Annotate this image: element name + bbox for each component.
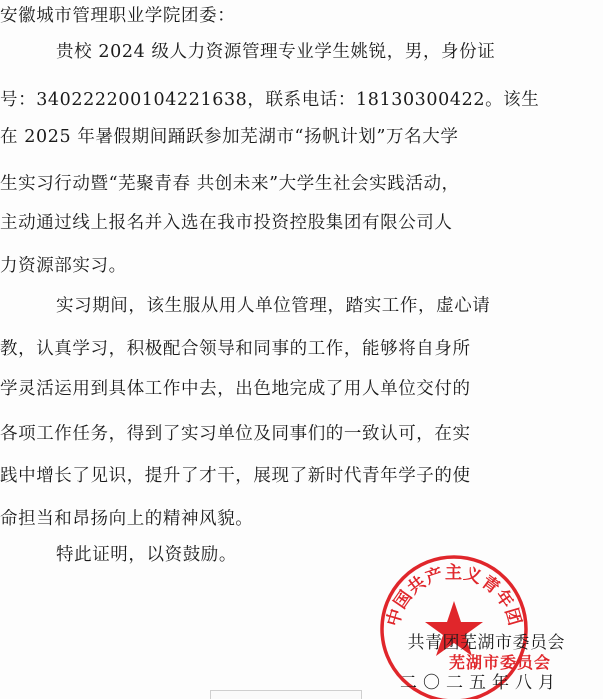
- paragraph-2-line-2: 教，认真学习，积极配合领导和同事的工作，能够将自身所: [0, 339, 471, 359]
- paragraph-2-line-3: 学灵活运用到具体工作中去，出色地完成了用人单位交付的: [0, 379, 471, 399]
- paragraph-1-line-4: 生实习行动暨“芜聚青春 共创未来”大学生社会实践活动，: [0, 174, 460, 194]
- signature-organization: 共青团芜湖市委员会: [407, 633, 565, 653]
- paragraph-3-line-1: 特此证明，以资鼓励。: [56, 545, 237, 565]
- signature-date: 二〇二五年八月: [400, 673, 561, 693]
- paragraph-1-line-6: 力资源部实习。: [0, 256, 127, 276]
- paragraph-1-line-3: 在 2025 年暑假期间踊跃参加芜湖市“扬帆计划”万名大学: [0, 127, 459, 147]
- paragraph-2-line-1: 实习期间，该生服从用人单位管理，踏实工作，虚心请: [56, 296, 491, 316]
- paragraph-2-line-6: 命担当和昂扬向上的精神风貌。: [0, 509, 254, 529]
- paragraph-1-line-5: 主动通过线上报名并入选在我市投资控股集团有限公司人: [0, 213, 453, 233]
- paragraph-2-line-4: 各项工作任务，得到了实习单位及同事们的一致认可，在实: [0, 424, 471, 444]
- page-edge-fragment: [210, 690, 362, 699]
- svg-text:中国共产主义青年团: 中国共产主义青年团: [383, 563, 525, 629]
- seal-center-text: 芜湖市委员会: [448, 653, 551, 672]
- paragraph-2-line-5: 践中增长了见识，提升了才干，展现了新时代青年学子的使: [0, 466, 471, 486]
- paragraph-1-line-1: 贵校 2024 级人力资源管理专业学生姚锐，男，身份证: [56, 42, 496, 62]
- paragraph-1-line-2: 号：340222200104221638，联系电话：18130300422。该生: [0, 90, 540, 110]
- salutation: 安徽城市管理职业学院团委：: [0, 6, 236, 26]
